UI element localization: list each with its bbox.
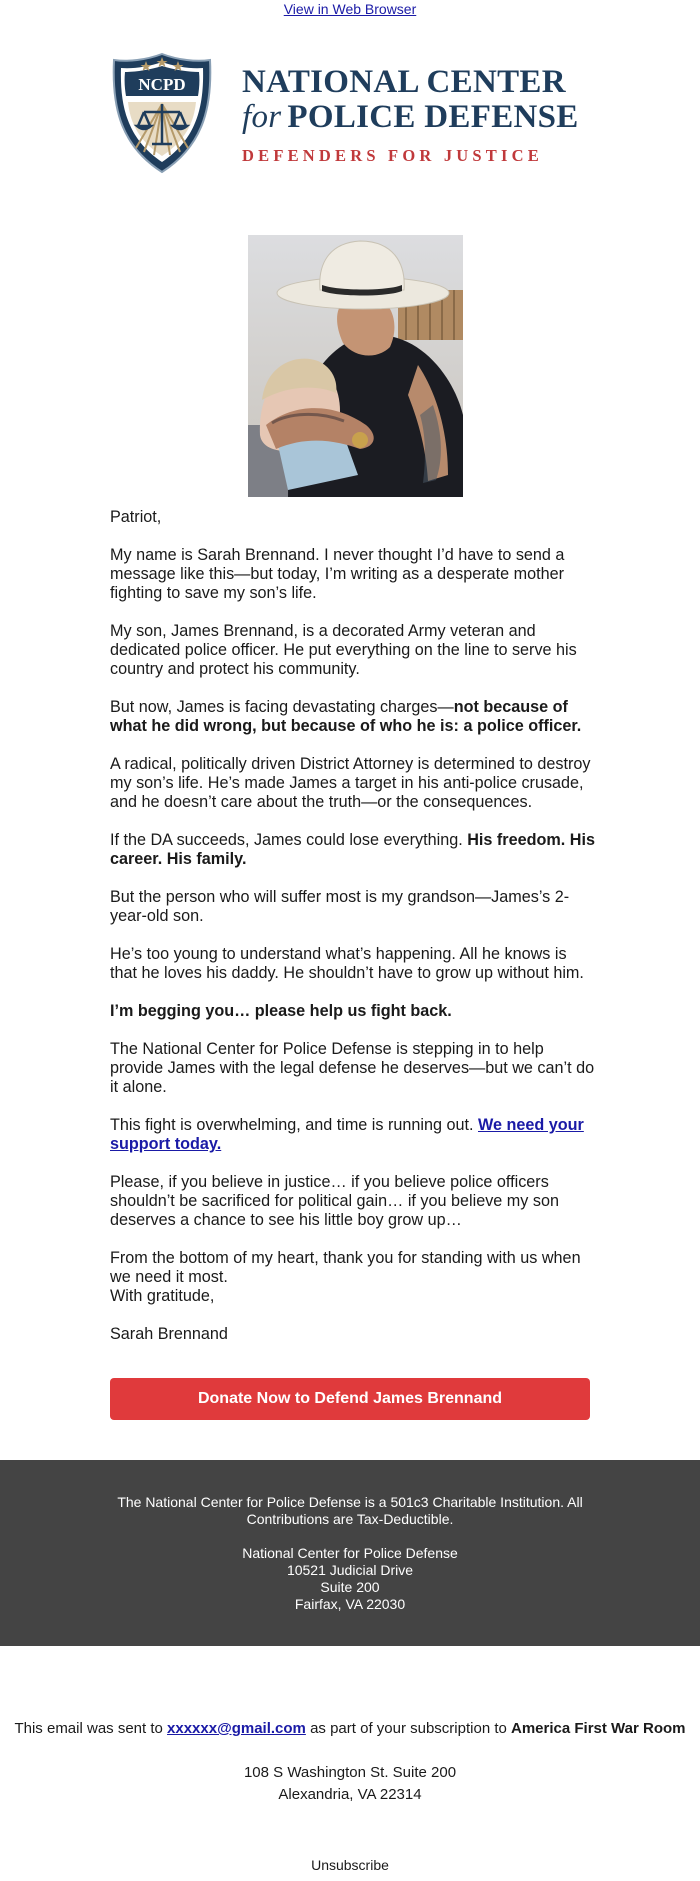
sent-middle: as part of your subscription to bbox=[305, 1720, 512, 1737]
paragraph-11: Please, if you believe in justice… if you believe police officers shouldn’t be sacrificed for political gain… if you believe my son deserves a chance to see his little boy grow up… bbox=[110, 1173, 559, 1229]
unsubscribe-link[interactable]: Unsubscribe bbox=[311, 1857, 389, 1873]
support-link[interactable]: We need your support today. bbox=[110, 1116, 584, 1153]
sender-address-1: 108 S Washington St. Suite 200 bbox=[243, 1764, 457, 1781]
paragraph-4: A radical, politically driven District Attorney is determined to destroy my son’s life. He’s made James a target in his anti-police crusade, and he doesn’t care about the truth—or the consequences. bbox=[110, 755, 591, 811]
view-in-browser-link[interactable]: View in Web Browser bbox=[283, 1, 417, 17]
logo-line-1: NATIONAL CENTER bbox=[242, 64, 566, 100]
logo-line-2 bbox=[242, 100, 592, 134]
paragraph-6: But the person who will suffer most is my grandson—James’s 2-year-old son. bbox=[110, 888, 570, 925]
logo-tagline: DEFENDERS FOR JUSTICE bbox=[242, 146, 543, 165]
salutation: Patriot, bbox=[110, 508, 162, 526]
family-photo bbox=[248, 235, 463, 497]
ncpd-logo bbox=[110, 52, 590, 180]
paragraph-7: He’s too young to understand what’s happening. All he knows is that he loves his daddy. He shouldn’t have to grow up without him. bbox=[110, 945, 584, 982]
paragraph-12: From the bottom of my heart, thank you for standing with us when we need it most. bbox=[110, 1249, 581, 1286]
closing: With gratitude, bbox=[110, 1287, 215, 1305]
paragraph-3-text: But now, James is facing devastating charges— bbox=[110, 698, 454, 716]
paragraph-1: My name is Sarah Brennand. I never thought I’d have to send a message like this—but today, I’m writing as a desperate mother fighting to save my son’s life. bbox=[110, 546, 565, 602]
footer-address-3: Fairfax, VA 22030 bbox=[294, 1596, 406, 1612]
paragraph-8-bold: I’m begging you… please help us fight back. bbox=[110, 1002, 452, 1020]
subscription-name: America First War Room bbox=[511, 1720, 686, 1737]
sent-prefix: This email was sent to bbox=[14, 1720, 168, 1737]
paragraph-5-bold: His freedom. His career. His family. bbox=[110, 831, 595, 868]
footer-address-1: 10521 Judicial Drive bbox=[286, 1562, 414, 1578]
recipient-email-link[interactable]: xxxxxx@gmail.com bbox=[167, 1720, 306, 1737]
logo-wordmark bbox=[242, 64, 592, 166]
paragraph-3-bold: not because of what he did wrong, but because of who he is: a police officer. bbox=[110, 698, 582, 735]
footer-org-name: National Center for Police Defense bbox=[242, 1545, 458, 1561]
footer-address-2: Suite 200 bbox=[320, 1579, 380, 1595]
charity-statement: The National Center for Police Defense is a 501c3 Charitable Institution. All Contributions are Tax-Deductible. bbox=[117, 1494, 583, 1527]
paragraph-10 bbox=[110, 1116, 596, 1154]
badge-text: NCPD bbox=[138, 75, 186, 94]
sender-address-2: Alexandria, VA 22314 bbox=[278, 1786, 422, 1803]
paragraph-8 bbox=[110, 1002, 596, 1021]
logo-line-2-rest: POLICE DEFENSE bbox=[287, 99, 579, 135]
paragraph-5 bbox=[110, 831, 596, 869]
logo-for: for bbox=[242, 99, 282, 135]
letter-body bbox=[110, 508, 596, 1363]
donate-button[interactable]: Donate Now to Defend James Brennand bbox=[110, 1378, 590, 1420]
paragraph-10-text: This fight is overwhelming, and time is running out. bbox=[110, 1116, 478, 1134]
view-in-browser-bar bbox=[0, 1, 700, 17]
signature: Sarah Brennand bbox=[110, 1325, 228, 1343]
ncpd-badge-icon bbox=[110, 52, 214, 176]
subscription-line bbox=[0, 1718, 700, 1740]
paragraph-9: The National Center for Police Defense is stepping in to help provide James with the legal defense he deserves—but we can’t do it alone. bbox=[110, 1040, 595, 1096]
footer-info bbox=[0, 1460, 700, 1646]
paragraph-3 bbox=[110, 698, 596, 736]
paragraph-5-text: If the DA succeeds, James could lose everything. bbox=[110, 831, 468, 849]
paragraph-2: My son, James Brennand, is a decorated Army veteran and dedicated police officer. He put everything on the line to serve his country and protect his community. bbox=[110, 622, 577, 678]
subscription-info bbox=[0, 1718, 700, 1806]
